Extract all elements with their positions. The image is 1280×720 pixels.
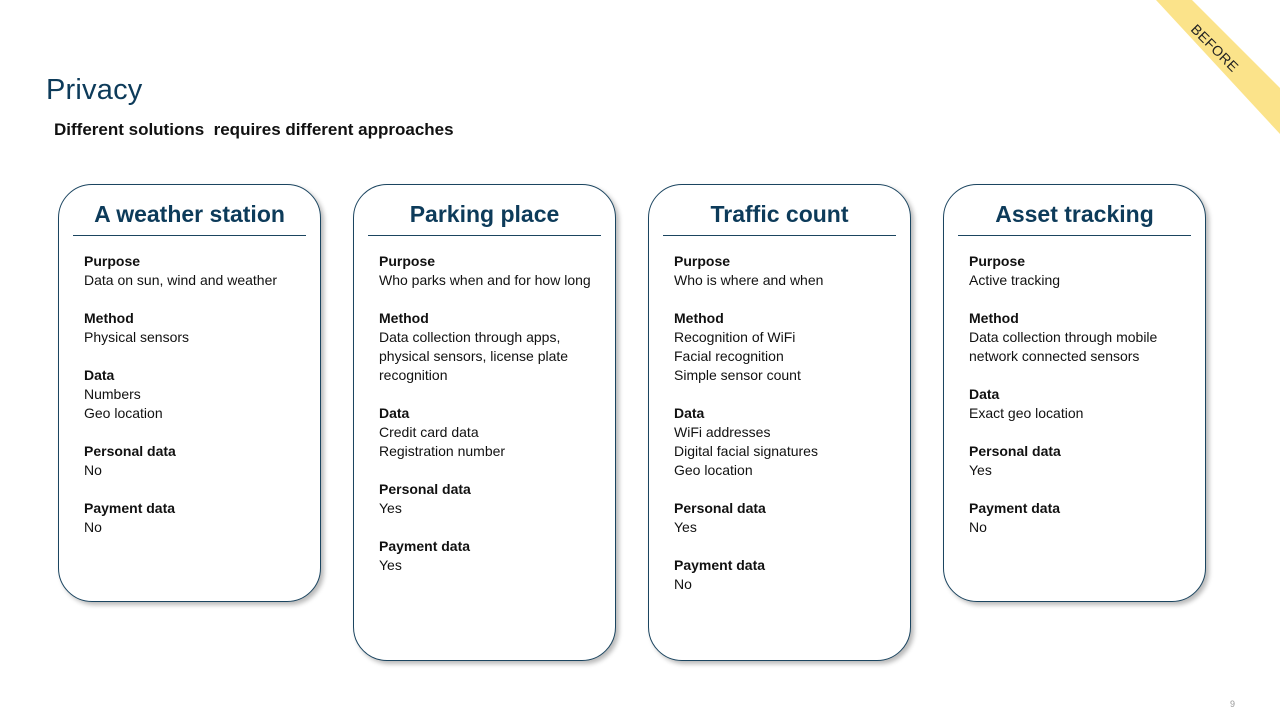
section-label: Personal data [379,481,471,497]
section-label: Personal data [969,443,1061,459]
section-label: Payment data [674,557,766,573]
section-value: WiFi addresses [674,424,771,440]
section-label: Purpose [969,253,1026,269]
section-label: Payment data [84,500,176,516]
card-section-data [969,385,1195,423]
section-value: Facial recognition [674,348,784,364]
card-weather-station [58,184,321,602]
section-value: Simple sensor count [674,367,801,383]
section-value: Data collection through apps, [379,329,561,345]
section-label: Personal data [84,443,176,459]
section-value: Numbers [84,386,141,402]
card-section-purpose [84,252,310,290]
section-value: Yes [969,462,992,478]
card-section-data [379,404,605,461]
card-title: A weather station [94,201,285,227]
section-label: Data [969,386,1000,402]
card-parking-place [353,184,616,661]
section-value: No [84,519,102,535]
card-section-payment-data [969,499,1195,537]
card-section-data [674,404,900,480]
section-label: Purpose [674,253,731,269]
section-value: Geo location [84,405,163,421]
section-label: Purpose [84,253,141,269]
section-value: No [969,519,987,535]
slide-title: Privacy [46,74,143,106]
section-value: network connected sensors [969,348,1140,364]
card-title: Parking place [409,201,560,227]
section-label: Data [84,367,115,383]
section-value: No [84,462,102,478]
section-value: Data collection through mobile [969,329,1158,345]
section-label: Purpose [379,253,436,269]
section-value: physical sensors, license plate [379,348,569,364]
card-section-personal-data [674,499,900,537]
section-value: Data on sun, wind and weather [84,272,278,288]
section-label: Payment data [969,500,1061,516]
card-section-method [379,309,605,385]
page-number: 9 [1229,699,1235,709]
card-section-payment-data [674,556,900,594]
card-section-method [84,309,310,347]
card-body [649,236,910,594]
section-value: Physical sensors [84,329,190,345]
section-label: Data [674,405,705,421]
card-title: Traffic count [710,201,849,227]
card-section-method [674,309,900,385]
section-value: Credit card data [379,424,479,440]
card-body [354,236,615,575]
section-value: Yes [379,500,402,516]
card-section-payment-data [379,537,605,575]
section-value: No [674,576,692,592]
before-ribbon [1146,0,1280,134]
section-value: Digital facial signatures [674,443,818,459]
card-section-personal-data [84,442,310,480]
section-value: Recognition of WiFi [674,329,796,345]
before-label: BEFORE [1187,20,1243,76]
section-value: Geo location [674,462,753,478]
card-section-purpose [379,252,605,290]
card-body [59,236,320,537]
card-section-purpose [969,252,1195,290]
card-body [944,236,1205,537]
section-value: Yes [674,519,697,535]
section-value: Who parks when and for how long [379,272,591,288]
section-label: Method [84,310,134,326]
card-section-data [84,366,310,423]
section-label: Data [379,405,410,421]
card-traffic-count [648,184,911,661]
section-label: Method [969,310,1019,326]
section-value: Yes [379,557,402,573]
card-asset-tracking [943,184,1206,602]
section-value: Who is where and when [674,272,824,288]
card-section-method [969,309,1195,366]
section-label: Personal data [674,500,766,516]
card-section-purpose [674,252,900,290]
ribbon-shape [1146,0,1280,134]
section-label: Method [379,310,429,326]
section-label: Payment data [379,538,471,554]
section-value: Active tracking [969,272,1061,288]
section-value: recognition [379,367,448,383]
section-value: Exact geo location [969,405,1084,421]
section-value: Registration number [379,443,506,459]
card-title: Asset tracking [995,201,1154,227]
slide-subtitle: Different solutions requires different approaches [54,120,454,139]
section-label: Method [674,310,724,326]
card-section-payment-data [84,499,310,537]
card-section-personal-data [379,480,605,518]
card-section-personal-data [969,442,1195,480]
